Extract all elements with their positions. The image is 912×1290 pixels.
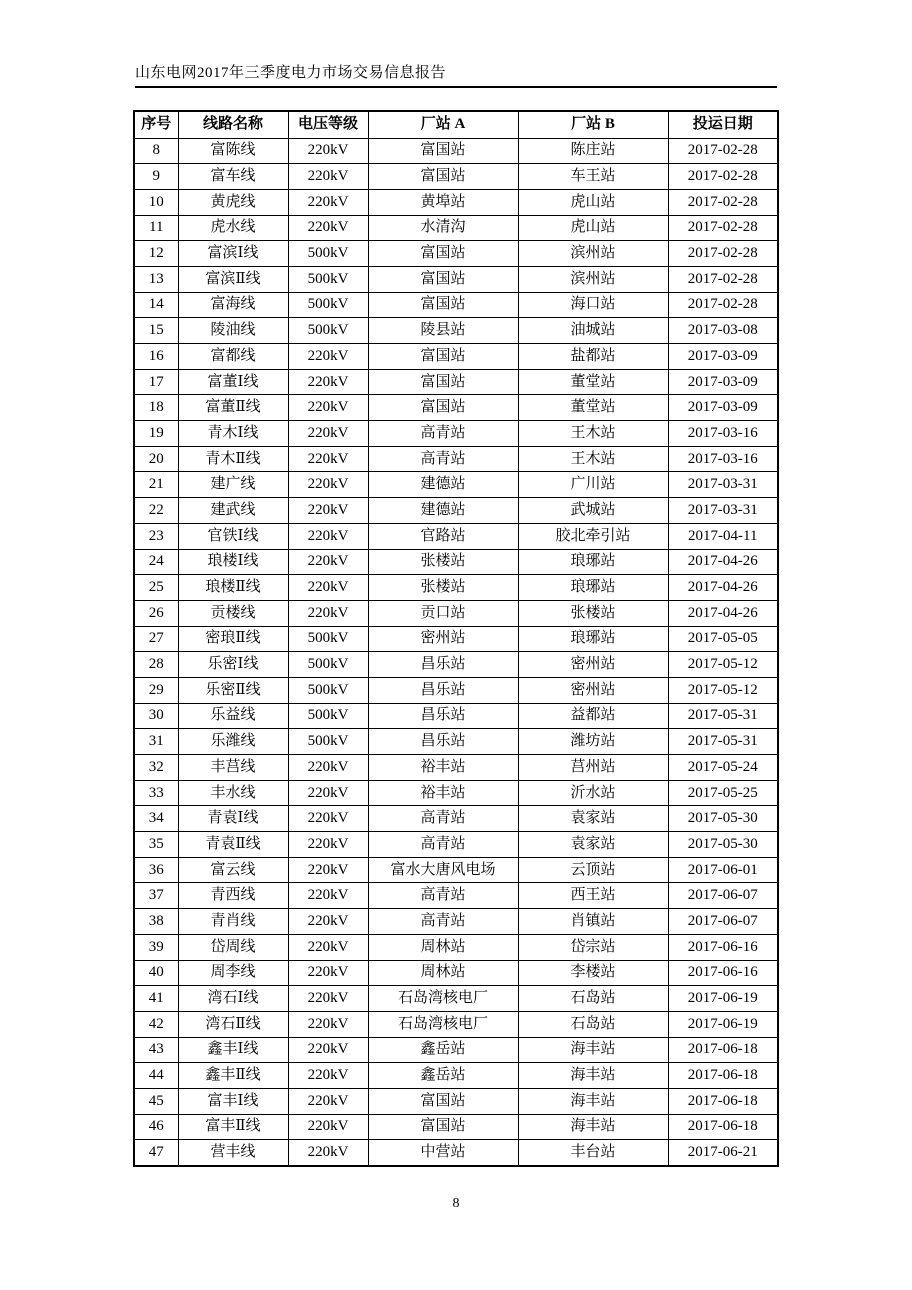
- cell-index: 24: [134, 549, 178, 575]
- table-row: [134, 1114, 778, 1140]
- cell-station-b: 胶北牵引站: [518, 523, 668, 549]
- cell-voltage: 220kV: [288, 600, 368, 626]
- cell-line-name: 乐益线: [178, 703, 288, 729]
- cell-station-b: 沂水站: [518, 780, 668, 806]
- cell-voltage: 220kV: [288, 1037, 368, 1063]
- cell-voltage: 220kV: [288, 189, 368, 215]
- table-row: [134, 266, 778, 292]
- table-row: [134, 446, 778, 472]
- cell-voltage: 220kV: [288, 164, 368, 190]
- cell-station-b: 袁家站: [518, 832, 668, 858]
- cell-station-b: 滨州站: [518, 266, 668, 292]
- cell-station-a: 富水大唐风电场: [368, 857, 518, 883]
- table-row: [134, 498, 778, 524]
- cell-index: 46: [134, 1114, 178, 1140]
- cell-index: 21: [134, 472, 178, 498]
- cell-voltage: 220kV: [288, 395, 368, 421]
- cell-station-b: 石岛站: [518, 986, 668, 1012]
- header-rule: [135, 86, 777, 88]
- cell-date: 2017-03-09: [668, 369, 778, 395]
- table-row: [134, 318, 778, 344]
- cell-voltage: 220kV: [288, 806, 368, 832]
- cell-line-name: 青袁Ⅱ线: [178, 832, 288, 858]
- cell-line-name: 贡楼线: [178, 600, 288, 626]
- table-row: [134, 1140, 778, 1166]
- cell-station-a: 富国站: [368, 1114, 518, 1140]
- cell-date: 2017-06-07: [668, 883, 778, 909]
- cell-index: 25: [134, 575, 178, 601]
- cell-station-a: 富国站: [368, 395, 518, 421]
- table-row: [134, 755, 778, 781]
- cell-date: 2017-03-31: [668, 472, 778, 498]
- cell-index: 27: [134, 626, 178, 652]
- cell-station-a: 周林站: [368, 960, 518, 986]
- cell-voltage: 220kV: [288, 1114, 368, 1140]
- cell-line-name: 富丰Ⅱ线: [178, 1114, 288, 1140]
- table-row: [134, 806, 778, 832]
- table-row: [134, 164, 778, 190]
- table-row: [134, 1063, 778, 1089]
- cell-station-a: 水清沟: [368, 215, 518, 241]
- cell-line-name: 青木Ⅰ线: [178, 421, 288, 447]
- cell-index: 10: [134, 189, 178, 215]
- cell-line-name: 建武线: [178, 498, 288, 524]
- cell-station-b: 李楼站: [518, 960, 668, 986]
- table-row: [134, 729, 778, 755]
- cell-line-name: 青肖线: [178, 909, 288, 935]
- table-row: [134, 344, 778, 370]
- cell-date: 2017-02-28: [668, 138, 778, 164]
- table-row: [134, 703, 778, 729]
- cell-index: 36: [134, 857, 178, 883]
- cell-station-a: 高青站: [368, 806, 518, 832]
- cell-station-a: 高青站: [368, 909, 518, 935]
- cell-line-name: 营丰线: [178, 1140, 288, 1166]
- cell-station-a: 高青站: [368, 421, 518, 447]
- cell-station-a: 建德站: [368, 498, 518, 524]
- cell-station-b: 海丰站: [518, 1114, 668, 1140]
- cell-voltage: 500kV: [288, 266, 368, 292]
- table-row: [134, 986, 778, 1012]
- cell-voltage: 220kV: [288, 575, 368, 601]
- cell-index: 8: [134, 138, 178, 164]
- cell-date: 2017-06-18: [668, 1114, 778, 1140]
- cell-line-name: 湾石Ⅰ线: [178, 986, 288, 1012]
- table-row: [134, 1088, 778, 1114]
- cell-index: 32: [134, 755, 178, 781]
- cell-voltage: 500kV: [288, 729, 368, 755]
- cell-station-a: 高青站: [368, 883, 518, 909]
- table-row: [134, 215, 778, 241]
- cell-station-a: 富国站: [368, 369, 518, 395]
- cell-date: 2017-05-30: [668, 806, 778, 832]
- cell-station-a: 昌乐站: [368, 729, 518, 755]
- cell-index: 34: [134, 806, 178, 832]
- cell-station-b: 潍坊站: [518, 729, 668, 755]
- table-row: [134, 1011, 778, 1037]
- cell-index: 17: [134, 369, 178, 395]
- cell-index: 14: [134, 292, 178, 318]
- table-row: [134, 960, 778, 986]
- cell-date: 2017-06-18: [668, 1063, 778, 1089]
- cell-station-a: 富国站: [368, 344, 518, 370]
- cell-line-name: 富滨Ⅰ线: [178, 241, 288, 267]
- cell-date: 2017-05-12: [668, 652, 778, 678]
- cell-station-a: 周林站: [368, 934, 518, 960]
- cell-voltage: 220kV: [288, 549, 368, 575]
- cell-voltage: 220kV: [288, 1140, 368, 1166]
- cell-line-name: 官铁Ⅰ线: [178, 523, 288, 549]
- cell-date: 2017-02-28: [668, 215, 778, 241]
- cell-station-b: 袁家站: [518, 806, 668, 832]
- cell-voltage: 500kV: [288, 318, 368, 344]
- cell-station-a: 密州站: [368, 626, 518, 652]
- cell-voltage: 220kV: [288, 523, 368, 549]
- cell-date: 2017-05-31: [668, 703, 778, 729]
- cell-date: 2017-02-28: [668, 241, 778, 267]
- cell-index: 15: [134, 318, 178, 344]
- cell-index: 39: [134, 934, 178, 960]
- cell-station-b: 广川站: [518, 472, 668, 498]
- table-body: [134, 138, 778, 1166]
- cell-index: 9: [134, 164, 178, 190]
- cell-line-name: 陵油线: [178, 318, 288, 344]
- cell-station-b: 西王站: [518, 883, 668, 909]
- cell-station-a: 昌乐站: [368, 652, 518, 678]
- cell-station-b: 海丰站: [518, 1088, 668, 1114]
- cell-line-name: 富董Ⅱ线: [178, 395, 288, 421]
- cell-line-name: 建广线: [178, 472, 288, 498]
- cell-index: 18: [134, 395, 178, 421]
- cell-station-b: 海口站: [518, 292, 668, 318]
- cell-index: 30: [134, 703, 178, 729]
- cell-station-a: 富国站: [368, 1088, 518, 1114]
- cell-line-name: 岱周线: [178, 934, 288, 960]
- cell-date: 2017-03-31: [668, 498, 778, 524]
- cell-station-a: 张楼站: [368, 575, 518, 601]
- cell-date: 2017-04-26: [668, 600, 778, 626]
- cell-station-b: 陈庄站: [518, 138, 668, 164]
- cell-station-a: 富国站: [368, 266, 518, 292]
- cell-date: 2017-04-26: [668, 549, 778, 575]
- cell-index: 19: [134, 421, 178, 447]
- cell-line-name: 丰莒线: [178, 755, 288, 781]
- cell-voltage: 220kV: [288, 832, 368, 858]
- table-row: [134, 857, 778, 883]
- cell-voltage: 220kV: [288, 755, 368, 781]
- cell-station-b: 王木站: [518, 446, 668, 472]
- table-row: [134, 292, 778, 318]
- table-row: [134, 575, 778, 601]
- cell-index: 20: [134, 446, 178, 472]
- cell-index: 35: [134, 832, 178, 858]
- cell-station-a: 建德站: [368, 472, 518, 498]
- cell-voltage: 500kV: [288, 292, 368, 318]
- cell-line-name: 虎水线: [178, 215, 288, 241]
- cell-line-name: 青袁Ⅰ线: [178, 806, 288, 832]
- cell-index: 41: [134, 986, 178, 1012]
- cell-voltage: 220kV: [288, 1088, 368, 1114]
- cell-station-a: 石岛湾核电厂: [368, 1011, 518, 1037]
- table-row: [134, 1037, 778, 1063]
- cell-voltage: 500kV: [288, 626, 368, 652]
- page-number: 8: [452, 1196, 460, 1211]
- column-header-voltage: 电压等级: [288, 111, 368, 138]
- table-row: [134, 652, 778, 678]
- table-row: [134, 421, 778, 447]
- column-header-line-name: 线路名称: [178, 111, 288, 138]
- cell-index: 13: [134, 266, 178, 292]
- cell-station-a: 黄埠站: [368, 189, 518, 215]
- cell-voltage: 220kV: [288, 138, 368, 164]
- cell-date: 2017-03-08: [668, 318, 778, 344]
- table-row: [134, 472, 778, 498]
- cell-station-b: 海丰站: [518, 1037, 668, 1063]
- cell-station-a: 高青站: [368, 446, 518, 472]
- cell-station-b: 莒州站: [518, 755, 668, 781]
- cell-voltage: 220kV: [288, 446, 368, 472]
- cell-station-a: 昌乐站: [368, 677, 518, 703]
- cell-date: 2017-06-21: [668, 1140, 778, 1166]
- cell-voltage: 220kV: [288, 857, 368, 883]
- cell-station-a: 裕丰站: [368, 780, 518, 806]
- cell-station-a: 富国站: [368, 138, 518, 164]
- cell-date: 2017-05-05: [668, 626, 778, 652]
- table-row: [134, 626, 778, 652]
- cell-station-a: 鑫岳站: [368, 1063, 518, 1089]
- cell-station-a: 石岛湾核电厂: [368, 986, 518, 1012]
- column-header-station-a: 厂站 A: [368, 111, 518, 138]
- cell-line-name: 青西线: [178, 883, 288, 909]
- cell-index: 40: [134, 960, 178, 986]
- cell-station-b: 岱宗站: [518, 934, 668, 960]
- cell-station-b: 琅琊站: [518, 575, 668, 601]
- cell-index: 47: [134, 1140, 178, 1166]
- cell-date: 2017-03-16: [668, 446, 778, 472]
- cell-index: 38: [134, 909, 178, 935]
- table-row: [134, 883, 778, 909]
- cell-date: 2017-05-31: [668, 729, 778, 755]
- cell-index: 42: [134, 1011, 178, 1037]
- cell-station-a: 陵县站: [368, 318, 518, 344]
- cell-line-name: 密琅Ⅱ线: [178, 626, 288, 652]
- cell-date: 2017-05-30: [668, 832, 778, 858]
- cell-voltage: 220kV: [288, 934, 368, 960]
- cell-voltage: 220kV: [288, 215, 368, 241]
- cell-voltage: 500kV: [288, 241, 368, 267]
- cell-index: 16: [134, 344, 178, 370]
- cell-date: 2017-03-16: [668, 421, 778, 447]
- table-row: [134, 909, 778, 935]
- cell-date: 2017-03-09: [668, 395, 778, 421]
- cell-station-b: 董堂站: [518, 395, 668, 421]
- cell-line-name: 富陈线: [178, 138, 288, 164]
- cell-line-name: 富都线: [178, 344, 288, 370]
- table-row: [134, 832, 778, 858]
- cell-index: 11: [134, 215, 178, 241]
- cell-line-name: 富车线: [178, 164, 288, 190]
- table-row: [134, 934, 778, 960]
- cell-index: 23: [134, 523, 178, 549]
- cell-index: 29: [134, 677, 178, 703]
- cell-station-b: 益都站: [518, 703, 668, 729]
- cell-date: 2017-02-28: [668, 266, 778, 292]
- cell-index: 31: [134, 729, 178, 755]
- cell-line-name: 湾石Ⅱ线: [178, 1011, 288, 1037]
- cell-voltage: 220kV: [288, 883, 368, 909]
- cell-index: 43: [134, 1037, 178, 1063]
- cell-voltage: 220kV: [288, 1063, 368, 1089]
- cell-index: 12: [134, 241, 178, 267]
- cell-station-a: 富国站: [368, 164, 518, 190]
- cell-line-name: 鑫丰Ⅱ线: [178, 1063, 288, 1089]
- table-row: [134, 189, 778, 215]
- cell-date: 2017-06-18: [668, 1037, 778, 1063]
- cell-station-a: 高青站: [368, 832, 518, 858]
- cell-voltage: 220kV: [288, 1011, 368, 1037]
- cell-station-b: 丰台站: [518, 1140, 668, 1166]
- cell-station-a: 贡口站: [368, 600, 518, 626]
- cell-line-name: 鑫丰Ⅰ线: [178, 1037, 288, 1063]
- table-row: [134, 395, 778, 421]
- page-header-title: 山东电网2017年三季度电力市场交易信息报告: [135, 65, 447, 81]
- cell-voltage: 220kV: [288, 498, 368, 524]
- cell-station-a: 张楼站: [368, 549, 518, 575]
- cell-voltage: 500kV: [288, 677, 368, 703]
- cell-station-b: 虎山站: [518, 215, 668, 241]
- cell-date: 2017-04-26: [668, 575, 778, 601]
- transmission-lines-table: [133, 110, 779, 1167]
- cell-station-b: 密州站: [518, 652, 668, 678]
- cell-station-b: 油城站: [518, 318, 668, 344]
- cell-date: 2017-02-28: [668, 292, 778, 318]
- cell-line-name: 乐密Ⅰ线: [178, 652, 288, 678]
- table-row: [134, 780, 778, 806]
- cell-date: 2017-04-11: [668, 523, 778, 549]
- cell-voltage: 220kV: [288, 472, 368, 498]
- cell-voltage: 220kV: [288, 986, 368, 1012]
- cell-voltage: 220kV: [288, 960, 368, 986]
- cell-station-a: 富国站: [368, 241, 518, 267]
- cell-index: 22: [134, 498, 178, 524]
- cell-station-b: 武城站: [518, 498, 668, 524]
- cell-date: 2017-06-16: [668, 960, 778, 986]
- column-header-station-b: 厂站 B: [518, 111, 668, 138]
- cell-station-b: 琅琊站: [518, 549, 668, 575]
- table-row: [134, 523, 778, 549]
- cell-index: 45: [134, 1088, 178, 1114]
- cell-line-name: 黄虎线: [178, 189, 288, 215]
- cell-date: 2017-02-28: [668, 189, 778, 215]
- table-row: [134, 677, 778, 703]
- table-header-row: [134, 111, 778, 138]
- cell-line-name: 琅楼Ⅱ线: [178, 575, 288, 601]
- cell-station-b: 董堂站: [518, 369, 668, 395]
- cell-line-name: 富丰Ⅰ线: [178, 1088, 288, 1114]
- cell-date: 2017-05-12: [668, 677, 778, 703]
- cell-station-b: 虎山站: [518, 189, 668, 215]
- cell-index: 44: [134, 1063, 178, 1089]
- table-row: [134, 369, 778, 395]
- table-row: [134, 138, 778, 164]
- cell-station-b: 肖镇站: [518, 909, 668, 935]
- cell-station-b: 密州站: [518, 677, 668, 703]
- cell-station-a: 富国站: [368, 292, 518, 318]
- cell-station-b: 海丰站: [518, 1063, 668, 1089]
- cell-line-name: 青木Ⅱ线: [178, 446, 288, 472]
- cell-station-a: 中营站: [368, 1140, 518, 1166]
- column-header-date: 投运日期: [668, 111, 778, 138]
- cell-line-name: 丰水线: [178, 780, 288, 806]
- cell-station-b: 滨州站: [518, 241, 668, 267]
- cell-line-name: 富海线: [178, 292, 288, 318]
- cell-station-b: 张楼站: [518, 600, 668, 626]
- cell-voltage: 220kV: [288, 421, 368, 447]
- cell-line-name: 琅楼Ⅰ线: [178, 549, 288, 575]
- cell-line-name: 乐潍线: [178, 729, 288, 755]
- cell-date: 2017-02-28: [668, 164, 778, 190]
- cell-voltage: 220kV: [288, 909, 368, 935]
- cell-station-a: 昌乐站: [368, 703, 518, 729]
- cell-date: 2017-05-24: [668, 755, 778, 781]
- cell-date: 2017-06-19: [668, 1011, 778, 1037]
- cell-voltage: 500kV: [288, 703, 368, 729]
- cell-date: 2017-06-18: [668, 1088, 778, 1114]
- table-row: [134, 241, 778, 267]
- cell-line-name: 乐密Ⅱ线: [178, 677, 288, 703]
- cell-station-b: 石岛站: [518, 1011, 668, 1037]
- cell-date: 2017-06-19: [668, 986, 778, 1012]
- cell-date: 2017-06-07: [668, 909, 778, 935]
- cell-date: 2017-03-09: [668, 344, 778, 370]
- cell-index: 28: [134, 652, 178, 678]
- cell-index: 33: [134, 780, 178, 806]
- cell-voltage: 220kV: [288, 780, 368, 806]
- cell-station-a: 鑫岳站: [368, 1037, 518, 1063]
- cell-date: 2017-05-25: [668, 780, 778, 806]
- table-row: [134, 549, 778, 575]
- table-row: [134, 600, 778, 626]
- cell-station-b: 云顶站: [518, 857, 668, 883]
- column-header-index: 序号: [134, 111, 178, 138]
- cell-station-b: 盐都站: [518, 344, 668, 370]
- cell-station-a: 官路站: [368, 523, 518, 549]
- cell-line-name: 富董Ⅰ线: [178, 369, 288, 395]
- cell-station-a: 裕丰站: [368, 755, 518, 781]
- cell-index: 26: [134, 600, 178, 626]
- cell-line-name: 周李线: [178, 960, 288, 986]
- cell-line-name: 富云线: [178, 857, 288, 883]
- cell-voltage: 220kV: [288, 344, 368, 370]
- cell-date: 2017-06-01: [668, 857, 778, 883]
- cell-station-b: 琅琊站: [518, 626, 668, 652]
- cell-voltage: 220kV: [288, 369, 368, 395]
- cell-station-b: 王木站: [518, 421, 668, 447]
- cell-date: 2017-06-16: [668, 934, 778, 960]
- cell-voltage: 500kV: [288, 652, 368, 678]
- cell-index: 37: [134, 883, 178, 909]
- cell-station-b: 车王站: [518, 164, 668, 190]
- cell-line-name: 富滨Ⅱ线: [178, 266, 288, 292]
